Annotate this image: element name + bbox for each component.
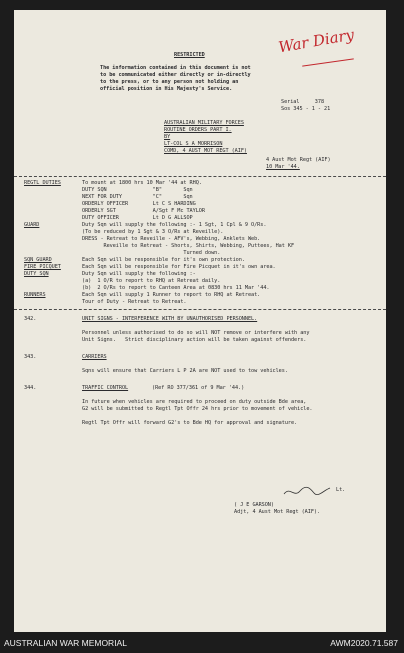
item-number: 342. xyxy=(24,316,37,322)
item-number: 344. xyxy=(24,385,37,391)
duty-text: (b) 2 O/Rs to report to Canteen Area at 0830 hrs 11 Mar '44. xyxy=(82,285,270,291)
duty-text: NEXT FOR DUTY "C" Sqn xyxy=(82,194,193,200)
duty-text: Duty Sqn will supply the following :- xyxy=(82,271,196,277)
item-body-line: Unit Signs. Strict disciplinary action will be taken against offenders. xyxy=(82,337,307,343)
duty-text: Each Sqn will be responsible for Fire Picquet in it's own area. xyxy=(82,264,276,270)
classification: RESTRICTED xyxy=(174,52,205,58)
heading-line: ROUTINE ORDERS PART I. xyxy=(164,127,232,133)
duty-text: Duty Sqn will supply the following :- 1 Sgt, 1 Cpl & 9 O/Rs. xyxy=(82,222,267,228)
caveat-line: to be communicated either directly or in-directly xyxy=(100,72,251,78)
footer-institution: AUSTRALIAN WAR MEMORIAL xyxy=(4,638,127,648)
item-body-line: In future when vehicles are required to proceed on duty outside Bde area, xyxy=(82,399,307,405)
item-title: UNIT SIGNS - INTERFERENCE WITH BY UNAUTHORISED PERSONNEL. xyxy=(82,316,258,322)
sos-reference: Sos 345 - 1 - 21 xyxy=(281,106,331,112)
duty-label: RUNNERS xyxy=(24,292,46,298)
handwritten-signature xyxy=(282,482,332,500)
signatory-name: ( J E GARSON) xyxy=(234,502,274,508)
signatory-appointment: Adjt, 4 Aust Mot Regt (AIF). xyxy=(234,509,321,515)
duty-text: DUTY SQN "B" Sqn xyxy=(82,187,193,193)
item-body-line: G2 will be submitted to Regtl Tpt Offr 24 hrs prior to movement of vehicle. xyxy=(82,406,313,412)
duty-text: (To be reduced by 1 Sgt & 3 O/Rs at Reveille). xyxy=(82,229,224,235)
duty-text: DRESS - Retreat to Reveille - AFV's, Webbing, Anklets Web. xyxy=(82,236,261,242)
duty-text: DUTY OFFICER Lt D G ALLSOP xyxy=(82,215,193,221)
item-body-line: Sqns will ensure that Carriers L P 2A are NOT used to tow vehicles. xyxy=(82,368,288,374)
order-date: 10 Mar '44. xyxy=(266,164,300,170)
serial-number: Serial 378 xyxy=(281,99,325,105)
heading-line: LT-COL S A MORRISON xyxy=(164,141,223,147)
stamp-underline xyxy=(302,58,354,66)
duty-text: Each Sqn will be responsible for it's own protection. xyxy=(82,257,245,263)
duty-text: ORDERLY OFFICER Lt C S HARDING xyxy=(82,201,196,207)
document-page xyxy=(14,10,386,632)
divider-bottom xyxy=(14,309,386,310)
duty-text: ORDERLY SGT A/Sgt F Mc TAYLOR xyxy=(82,208,205,214)
item-body-line: Personnel unless authorised to do so will NOT remove or interfere with any xyxy=(82,330,310,336)
caveat-line: official position in His Majesty's Service. xyxy=(100,86,233,92)
signatory-rank: Lt. xyxy=(336,487,346,493)
heading-line: AUSTRALIAN MILITARY FORCES xyxy=(164,120,244,126)
duty-text: (a) 1 O/R to report to RHQ at Retreat daily. xyxy=(82,278,221,284)
item-reference: (Ref RO 377/361 of 9 Mar '44.) xyxy=(152,385,245,391)
heading-line: COMD, 4 AUST MOT REGT (AIF) xyxy=(164,148,247,154)
duty-label: REGTL DUTIES xyxy=(24,180,61,186)
footer-accession-number: AWM2020.71.587 xyxy=(330,638,398,648)
heading-line: BY xyxy=(164,134,171,140)
duty-label: DUTY SQN xyxy=(24,271,49,277)
divider-top xyxy=(14,176,386,177)
caveat-line: The information contained in this document is not xyxy=(100,65,251,71)
duty-label: GUARD xyxy=(24,222,40,228)
duty-text: To mount at 1800 hrs 10 Mar '44 at RHQ. xyxy=(82,180,202,186)
item-number: 343. xyxy=(24,354,37,360)
duty-text: Reveille to Retreat - Shorts, Shirts, Webbing, Puttees, Hat KF xyxy=(82,243,295,249)
war-diary-stamp: War Diary xyxy=(277,25,356,57)
item-body-line: Regtl Tpt Offr will forward G2's to Bde HQ for approval and signature. xyxy=(82,420,298,426)
duty-label: FIRE PICQUET xyxy=(24,264,61,270)
unit-name: 4 Aust Mot Regt (AIF) xyxy=(266,157,331,163)
duty-text: Turned down. xyxy=(82,250,221,256)
item-title: TRAFFIC CONTROL xyxy=(82,385,129,391)
duty-label: SQN GUARD xyxy=(24,257,52,263)
duty-text: Tour of Duty - Retreat to Retreat. xyxy=(82,299,187,305)
item-title: CARRIERS xyxy=(82,354,107,360)
duty-text: Each Sqn will supply 1 Runner to report to RHQ at Retreat. xyxy=(82,292,261,298)
caveat-line: to the press, or to any person not holding an xyxy=(100,79,239,85)
